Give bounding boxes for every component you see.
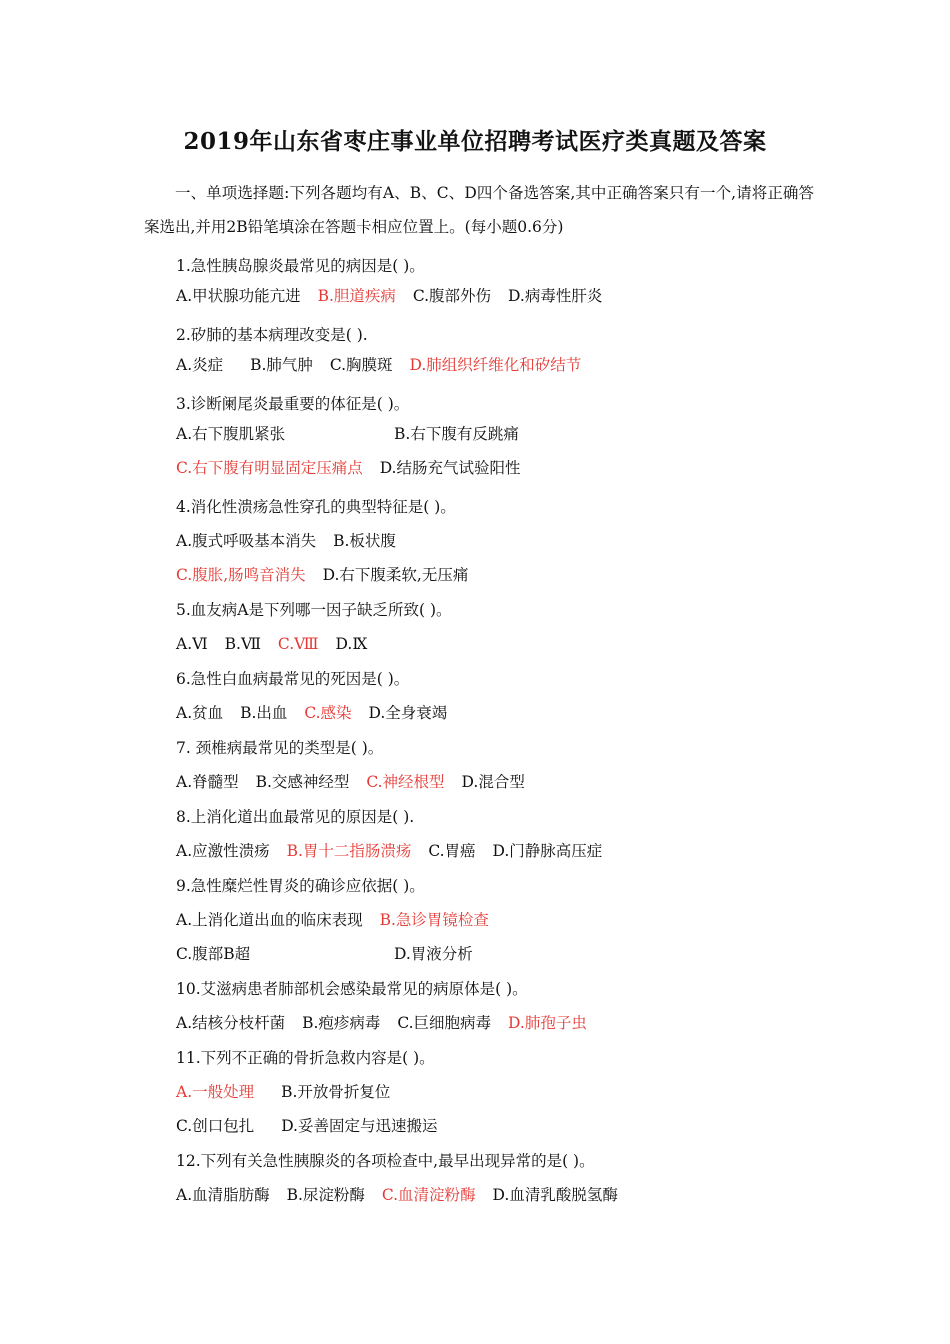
question-5 (176, 595, 816, 659)
question-3 (176, 389, 816, 483)
option-b-correct: B.胃十二指肠溃疡 (286, 842, 412, 860)
option-a: A.结核分枝杆菌 (176, 1014, 286, 1032)
option-b: B.Ⅶ (224, 635, 261, 653)
option-c: C.腹部B超 (176, 945, 251, 963)
option-d: D.门静脉高压症 (492, 842, 603, 860)
document-title: 2019年山东省枣庄事业单位招聘考试医疗类真题及答案 (183, 128, 767, 155)
option-c-correct: C.右下腹有明显固定压痛点 (176, 459, 363, 477)
option-a: A.炎症 (176, 356, 224, 374)
option-a: A.Ⅵ (176, 635, 208, 653)
option-c: C.胸膜斑 (329, 356, 393, 374)
question-text: 12.下列有关急性胰腺炎的各项检查中,最早出现异常的是( )。 (176, 1152, 595, 1170)
question-9 (176, 871, 816, 969)
option-c: C.胃癌 (428, 842, 476, 860)
option-b-correct: B.胆道疾病 (317, 287, 396, 305)
question-2 (176, 320, 816, 380)
question-text: 1.急性胰岛腺炎最常见的病因是( )。 (176, 257, 425, 275)
option-d: D.妥善固定与迅速搬运 (281, 1117, 438, 1135)
option-a: A.上消化道出血的临床表现 (176, 911, 363, 929)
option-b: B.尿淀粉酶 (286, 1186, 365, 1204)
option-b: B.疱疹病毒 (302, 1014, 381, 1032)
option-b: B.开放骨折复位 (281, 1083, 391, 1101)
option-c: C.创口包扎 (176, 1117, 255, 1135)
option-b: B.交感神经型 (255, 773, 350, 791)
question-text: 9.急性糜烂性胃炎的确诊应依据( )。 (176, 877, 425, 895)
question-text: 8.上消化道出血最常见的原因是( ). (176, 808, 415, 826)
option-a: A.腹式呼吸基本消失 (176, 532, 317, 550)
question-text: 10.艾滋病患者肺部机会感染最常见的病原体是( )。 (176, 980, 528, 998)
question-11 (176, 1043, 816, 1141)
option-c: C.腹部外伤 (412, 287, 492, 305)
question-6 (176, 664, 816, 728)
option-a-correct: A.一般处理 (176, 1083, 255, 1101)
question-text: 7. 颈椎病最常见的类型是( )。 (176, 739, 384, 757)
option-c-correct: C.Ⅷ (277, 635, 319, 653)
option-a: A.脊髓型 (176, 773, 239, 791)
option-a: A.应激性溃疡 (176, 842, 270, 860)
option-a: A.甲状腺功能亢进 (176, 287, 301, 305)
question-7 (176, 733, 816, 797)
question-1 (176, 251, 816, 311)
option-d: D.全身衰竭 (368, 704, 448, 722)
question-8 (176, 802, 816, 866)
question-text: 4.消化性溃疡急性穿孔的典型特征是( )。 (176, 498, 456, 516)
question-text: 2.矽肺的基本病理改变是( ). (176, 326, 368, 344)
option-c-correct: C.神经根型 (366, 773, 445, 791)
option-d: D.混合型 (461, 773, 525, 791)
option-d: D.Ⅸ (335, 635, 368, 653)
option-d: D.右下腹柔软,无压痛 (322, 566, 469, 584)
option-c-correct: C.腹胀,肠鸣音消失 (176, 566, 306, 584)
question-text: 6.急性白血病最常见的死因是( )。 (176, 670, 410, 688)
option-a: A.贫血 (176, 704, 224, 722)
section-instructions: 一、单项选择题:下列各题均有A、B、C、D四个备选答案,其中正确答案只有一个,请将正确答案选出,并用2B铅笔填涂在答题卡相应位置上。(每小题0.6分) (144, 184, 814, 236)
option-a: A.血清脂肪酶 (176, 1186, 270, 1204)
question-4 (176, 492, 816, 590)
question-text: 5.血友病A是下列哪一因子缺乏所致( )。 (176, 601, 452, 619)
question-12 (176, 1146, 816, 1210)
option-b: B.右下腹有反跳痛 (394, 425, 519, 443)
question-10 (176, 974, 816, 1038)
option-d: D.血清乳酸脱氢酶 (492, 1186, 618, 1204)
option-b: B.肺气肿 (250, 356, 313, 374)
option-d-correct: D.肺组织纤维化和矽结节 (409, 356, 582, 374)
option-d: D.病毒性肝炎 (508, 287, 603, 305)
option-d: D.胃液分析 (394, 945, 473, 963)
option-b: B.出血 (240, 704, 288, 722)
option-c-correct: C.血清淀粉酶 (381, 1186, 476, 1204)
question-text: 3.诊断阑尾炎最重要的体征是( )。 (176, 395, 410, 413)
option-a: A.右下腹肌紧张 (176, 425, 286, 443)
option-d-correct: D.肺孢子虫 (508, 1014, 587, 1032)
option-c: C.巨细胞病毒 (397, 1014, 492, 1032)
option-b-correct: B.急诊胃镜检查 (379, 911, 489, 929)
question-text: 11.下列不正确的骨折急救内容是( )。 (176, 1049, 435, 1067)
option-b: B.板状腹 (333, 532, 396, 550)
option-d: D.结肠充气试验阳性 (379, 459, 521, 477)
option-c-correct: C.感染 (304, 704, 352, 722)
